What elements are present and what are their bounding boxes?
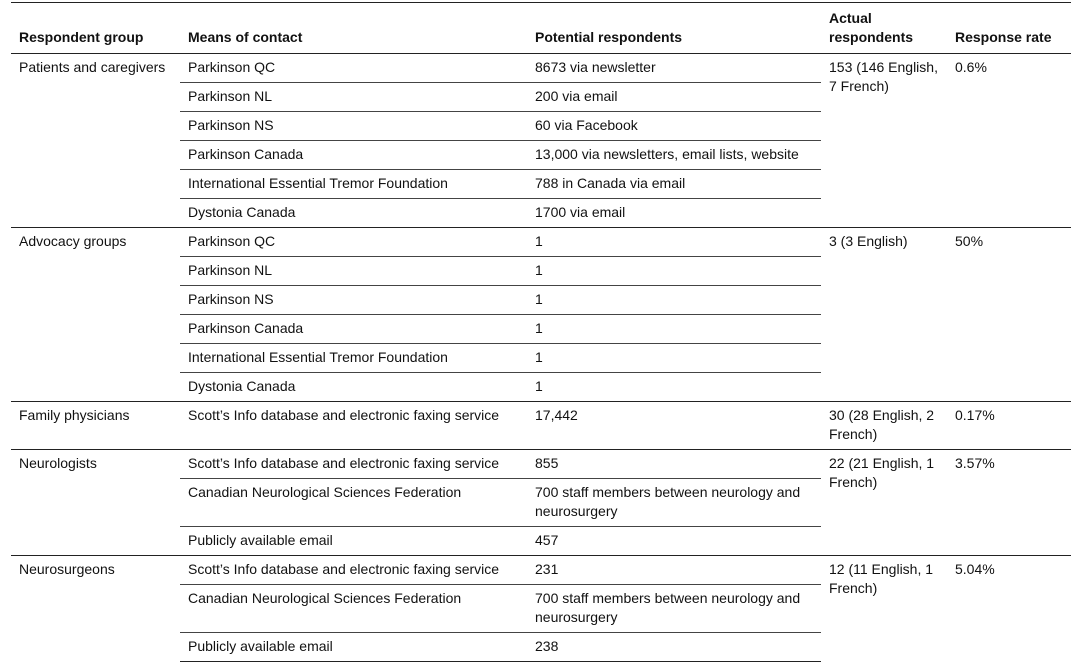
means-of-contact-cell: Publicly available email bbox=[180, 527, 527, 556]
table-row bbox=[11, 228, 1071, 257]
means-of-contact-cell: Canadian Neurological Sciences Federation bbox=[180, 479, 527, 527]
means-of-contact-cell: Parkinson NS bbox=[180, 286, 527, 315]
actual-respondents-cell: 153 (146 English, 7 French) bbox=[829, 59, 938, 94]
potential-respondents-cell: 200 via email bbox=[527, 83, 821, 112]
means-of-contact-cell: International Essential Tremor Foundation bbox=[180, 170, 527, 199]
means-of-contact-cell: Canadian Neurological Sciences Federation bbox=[180, 585, 527, 633]
header-row bbox=[11, 3, 1071, 54]
response-rate-cell: 0.17% bbox=[947, 402, 1071, 450]
potential-respondents-cell: 700 staff members between neurology and neurosurgery bbox=[527, 479, 821, 527]
means-of-contact-cell: Scott’s Info database and electronic faxing service bbox=[180, 556, 527, 585]
actual-respondents-cell: 30 (28 English, 2 French) bbox=[821, 402, 947, 450]
means-of-contact-cell: Dystonia Canada bbox=[180, 199, 527, 228]
actual-respondents-cell: 12 (11 English, 1 French) bbox=[821, 556, 947, 662]
table-row bbox=[11, 556, 1071, 585]
means-of-contact-cell: International Essential Tremor Foundation bbox=[180, 344, 527, 373]
table-body bbox=[11, 54, 1071, 662]
header-respondent-group: Respondent group bbox=[11, 3, 180, 54]
header-response-rate: Response rate bbox=[947, 3, 1071, 54]
respondent-group-cell: Neurologists bbox=[11, 450, 180, 556]
respondent-group-cell: Advocacy groups bbox=[11, 228, 180, 402]
means-of-contact-cell: Scott’s Info database and electronic faxing service bbox=[180, 402, 527, 450]
potential-respondents-cell: 1 bbox=[527, 373, 821, 402]
potential-respondents-cell: 855 bbox=[527, 450, 821, 479]
potential-respondents-cell: 17,442 bbox=[527, 402, 821, 450]
potential-respondents-cell: 1 bbox=[527, 257, 821, 286]
response-rate-cell: 50% bbox=[947, 228, 1071, 402]
potential-respondents-cell: 1 bbox=[527, 344, 821, 373]
means-of-contact-cell: Parkinson Canada bbox=[180, 315, 527, 344]
respondents-table bbox=[11, 2, 1071, 662]
potential-respondents-cell: 13,000 via newsletters, email lists, website bbox=[527, 141, 821, 170]
potential-respondents-cell: 1 bbox=[527, 286, 821, 315]
potential-respondents-cell: 788 in Canada via email bbox=[527, 170, 821, 199]
means-of-contact-cell: Parkinson NL bbox=[180, 257, 527, 286]
means-of-contact-cell: Scott’s Info database and electronic faxing service bbox=[180, 450, 527, 479]
respondent-group-cell: Family physicians bbox=[11, 402, 180, 450]
potential-respondents-cell: 1 bbox=[527, 315, 821, 344]
potential-respondents-cell: 60 via Facebook bbox=[527, 112, 821, 141]
header-potential-respondents: Potential respondents bbox=[527, 3, 821, 54]
actual-respondents-cell: 3 (3 English) bbox=[821, 228, 947, 402]
means-of-contact-cell: Dystonia Canada bbox=[180, 373, 527, 402]
means-of-contact-cell: Parkinson QC bbox=[180, 228, 527, 257]
table-row bbox=[11, 450, 1071, 479]
potential-respondents-cell: 700 staff members between neurology and neurosurgery bbox=[527, 585, 821, 633]
means-of-contact-cell: Parkinson NS bbox=[180, 112, 527, 141]
means-of-contact-cell: Publicly available email bbox=[180, 633, 527, 662]
response-rate-cell: 5.04% bbox=[947, 556, 1071, 662]
potential-respondents-cell: 1700 via email bbox=[527, 199, 821, 228]
potential-respondents-cell: 231 bbox=[527, 556, 821, 585]
response-rate-cell: 0.6% bbox=[955, 59, 987, 75]
respondent-group-cell: Neurosurgeons bbox=[11, 556, 180, 662]
means-of-contact-cell: Parkinson Canada bbox=[180, 141, 527, 170]
actual-respondents-cell: 22 (21 English, 1 French) bbox=[821, 450, 947, 556]
table-row bbox=[11, 54, 1071, 83]
header-actual-respondents: Actual respondents bbox=[821, 3, 947, 54]
header-means-of-contact: Means of contact bbox=[180, 3, 527, 54]
means-of-contact-cell: Parkinson NL bbox=[180, 83, 527, 112]
potential-respondents-cell: 1 bbox=[527, 228, 821, 257]
potential-respondents-cell: 238 bbox=[527, 633, 821, 662]
potential-respondents-cell: 8673 via newsletter bbox=[535, 59, 656, 75]
response-rate-cell: 3.57% bbox=[947, 450, 1071, 556]
means-of-contact-cell: Parkinson QC bbox=[188, 59, 276, 75]
respondent-group-cell: Patients and caregivers bbox=[19, 59, 166, 75]
potential-respondents-cell: 457 bbox=[527, 527, 821, 556]
table-row bbox=[11, 402, 1071, 450]
